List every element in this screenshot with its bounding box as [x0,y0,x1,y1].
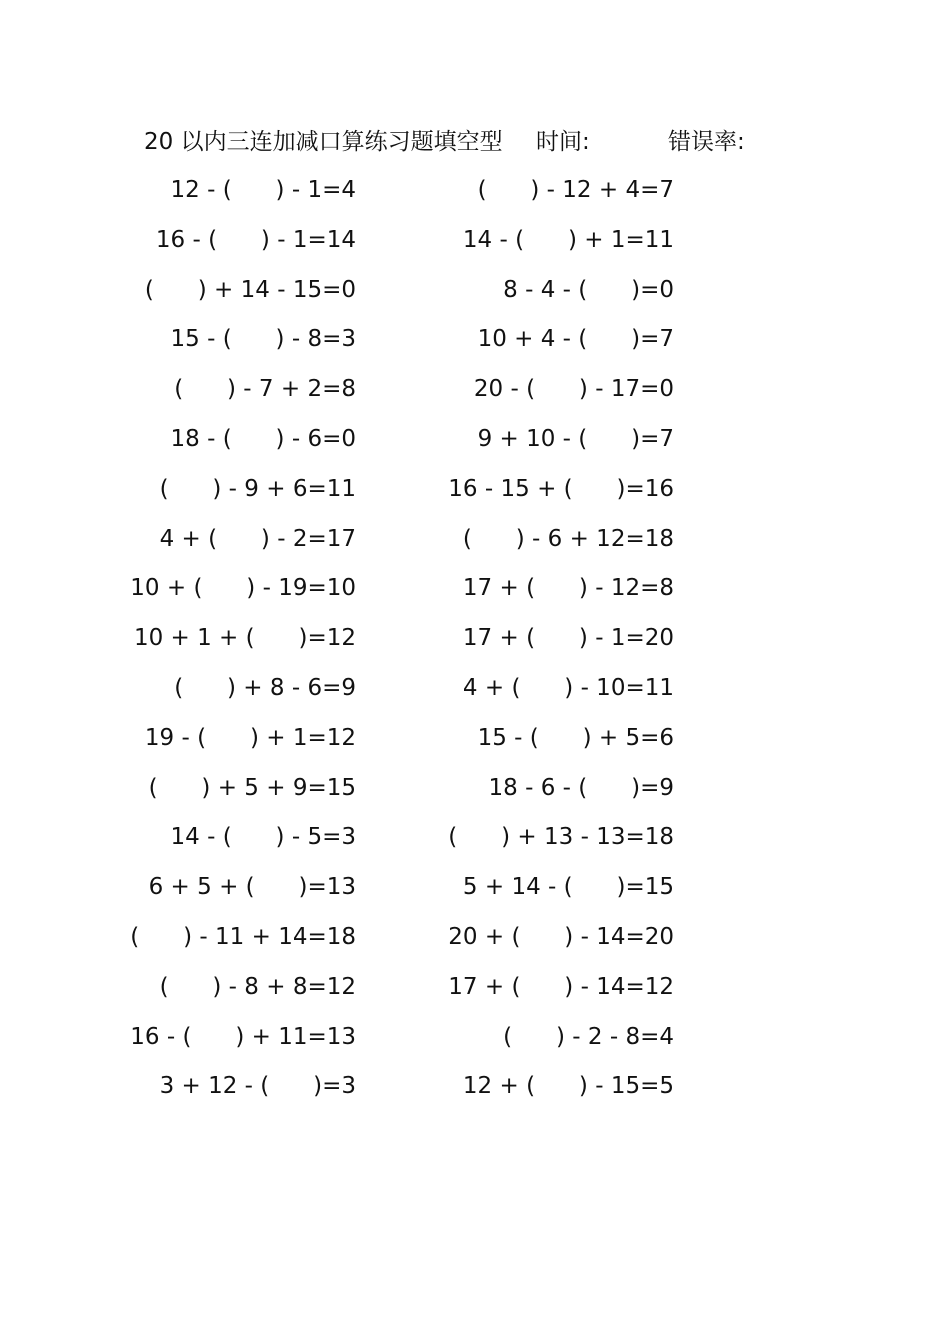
problem-left: 16 - ( ) + 11=13 [130,1023,356,1050]
problem-row [0,668,950,718]
problem-row [0,618,950,668]
problem-right: 20 - ( ) - 17=0 [473,376,674,403]
problem-right: 20 + ( ) - 14=20 [448,923,674,950]
problem-left: 3 + 12 - ( )=3 [159,1073,356,1100]
problem-left: 16 - ( ) - 1=14 [155,226,356,253]
problem-right: 8 - 4 - ( )=0 [503,276,674,303]
problem-left: ( ) - 11 + 14=18 [130,923,356,950]
problem-row [0,519,950,569]
problem-right: 9 + 10 - ( )=7 [477,425,674,452]
problem-left: 18 - ( ) - 6=0 [170,425,356,452]
problem-row [0,917,950,967]
problem-row [0,469,950,519]
problem-row [0,768,950,818]
problem-left: 12 - ( ) - 1=4 [170,177,356,203]
problem-row [0,369,950,419]
worksheet-header [144,124,784,160]
problem-left: ( ) - 8 + 8=12 [159,973,356,1000]
problem-left: ( ) - 7 + 2=8 [174,376,356,403]
problem-right: 16 - 15 + ( )=16 [448,475,674,502]
problem-right: ( ) - 6 + 12=18 [462,525,674,552]
problem-list [0,170,950,1116]
error-rate-label: 错误率: [668,129,745,155]
problem-left: ( ) - 9 + 6=11 [159,475,356,502]
problem-right: 14 - ( ) + 1=11 [462,226,674,253]
problem-right: ( ) + 13 - 13=18 [448,824,674,851]
problem-row [0,967,950,1017]
problem-right: 18 - 6 - ( )=9 [488,774,674,801]
problem-left: 6 + 5 + ( )=13 [148,874,356,901]
problem-left: ( ) + 5 + 9=15 [148,774,356,801]
problem-right: 12 + ( ) - 15=5 [462,1073,674,1100]
problem-right: 17 + ( ) - 14=12 [448,973,674,1000]
problem-left: ( ) + 8 - 6=9 [174,674,356,701]
time-label: 时间: [536,129,590,155]
problem-row [0,419,950,469]
problem-row [0,867,950,917]
problem-right: 17 + ( ) - 1=20 [462,625,674,652]
problem-row [0,170,950,220]
problem-right: 5 + 14 - ( )=15 [462,874,674,901]
problem-row [0,817,950,867]
problem-row [0,568,950,618]
problem-right: 17 + ( ) - 12=8 [462,575,674,602]
problem-right: ( ) - 12 + 4=7 [477,177,674,203]
problem-right: 10 + 4 - ( )=7 [477,326,674,353]
problem-right: 15 - ( ) + 5=6 [477,724,674,751]
problem-left: 10 + ( ) - 19=10 [130,575,356,602]
problem-left: 14 - ( ) - 5=3 [170,824,356,851]
problem-row [0,1017,950,1067]
problem-left: 19 - ( ) + 1=12 [144,724,356,751]
problem-left: ( ) + 14 - 15=0 [144,276,356,303]
problem-row [0,718,950,768]
problem-row [0,270,950,320]
problem-left: 4 + ( ) - 2=17 [159,525,356,552]
problem-row [0,220,950,270]
problem-right: 4 + ( ) - 10=11 [462,674,674,701]
problem-left: 15 - ( ) - 8=3 [170,326,356,353]
problem-row [0,1066,950,1116]
problem-row [0,319,950,369]
problem-left: 10 + 1 + ( )=12 [133,625,356,652]
problem-right: ( ) - 2 - 8=4 [503,1023,674,1050]
worksheet-title: 20 以内三连加减口算练习题填空型 [144,129,503,155]
